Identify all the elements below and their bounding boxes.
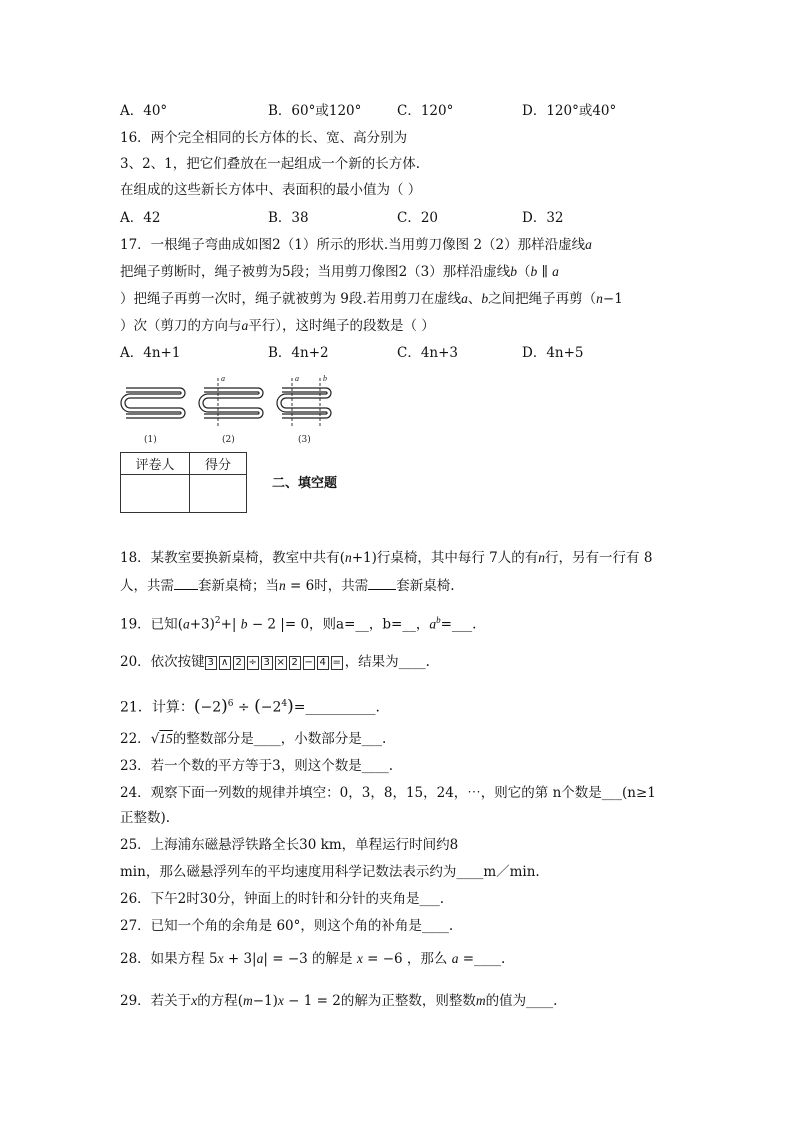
calc-key: 3 <box>205 656 217 670</box>
score-table-cell-grader[interactable] <box>121 475 190 513</box>
q15-option-c: C．120° <box>397 103 454 119</box>
q28-line: 28．如果方程 5x + 3|a| = −3 的解是 x = −6 ，那么 a =____. <box>120 951 506 967</box>
q17-option-a: A．4n+1 <box>120 345 181 361</box>
q16-line2: 3、2、1，把它们叠放在一起组成一个新的长方体. <box>120 156 421 172</box>
q17-line1: 17．一根绳子弯曲成如图2（1）所示的形状.当用剪刀像图 2（2）那样沿虚线a <box>120 237 592 253</box>
q17-option-d: D．4n+5 <box>522 345 584 361</box>
q17-option-c: C．4n+3 <box>397 345 459 361</box>
score-table-header-grader: 评卷人 <box>121 453 190 475</box>
q18-line1: 18．某教室要换新桌椅，教室中共有(n+1)行桌椅，其中每行 7人的有n行，另有一行有 8 <box>120 550 653 566</box>
score-table <box>120 452 247 513</box>
q29-line: 29．若关于x的方程(m−1)x − 1 = 2的解为正整数，则整数m的值为____. <box>120 993 558 1009</box>
q16-line1: 16．两个完全相同的长方体的长、宽、高分别为 <box>120 130 408 146</box>
q26-line: 26．下午2时30分，钟面上的时针和分针的夹角是___. <box>120 891 444 907</box>
calc-key: ∧ <box>219 656 231 670</box>
q24-line1: 24．观察下面一列数的规律并填空：0，3，8，15，24，⋯，则它的第 n个数是___(n≥1 <box>120 785 656 801</box>
section-title-fill-in: 二、填空题 <box>272 476 338 491</box>
score-table-header-score: 得分 <box>190 453 247 475</box>
calc-key: ÷ <box>248 656 257 668</box>
q20-line: 20．依次按键 3 ∧ 2 ÷ 3 × 2 − 4 = ，结果为____. <box>120 654 430 670</box>
q16-option-d: D．32 <box>522 210 564 226</box>
rope-shape-1 <box>121 388 185 418</box>
q18-line2: 人，共需 套新桌椅；当n = 6时，共需 套新桌椅. <box>120 578 455 594</box>
q23-line: 23．若一个数的平方等于3，则这个数是____. <box>120 758 394 774</box>
fig2-label-a: a <box>221 374 225 383</box>
score-table-cell-score[interactable] <box>190 475 247 513</box>
rope-shape-3 <box>277 378 331 428</box>
calc-key: 2 <box>233 656 245 670</box>
q16-option-a: A．42 <box>120 210 161 226</box>
calc-key: 4 <box>317 656 329 670</box>
q21-line: 21．计算：$(-2)^6$ ÷ $(-2^4)=\_\_\_\_\_\_\_\_\_\_$. <box>120 696 380 717</box>
q17-line2: 把绳子剪断时，绳子被剪为5段；当用剪刀像图2（3）那样沿虚线b（b ∥ a <box>120 264 559 280</box>
q17-option-b: B．4n+2 <box>268 345 329 361</box>
q16-line3: 在组成的这些新长方体中、表面积的最小值为（ ） <box>120 182 422 198</box>
q19-line: 19．已知$(a+3)^2+|$ b − 2 |= 0，则a=__，b=__，$a^b=\_\_\_$. <box>120 615 477 633</box>
q17-line4: ）次（剪刀的方向与a平行），这时绳子的段数是（ ） <box>120 318 435 334</box>
q25-line2: min，那么磁悬浮列车的平均速度用科学记数法表示约为____m／min. <box>120 864 540 880</box>
q15-option-b: B．60°或120° <box>268 103 362 119</box>
calc-key: − <box>304 656 313 668</box>
q27-line: 27．已知一个角的余角是 60°，则这个角的补角是____. <box>120 918 454 934</box>
q17-line3: ）把绳子再剪一次时，绳子就被剪为 9段.若用剪刀在虚线a、b之间把绳子再剪（n−1 <box>120 291 623 307</box>
calc-key: × <box>276 656 285 668</box>
fig3-label-b: b <box>323 374 327 383</box>
fig-caption-1: (1) <box>144 435 157 445</box>
q16-option-b: B．38 <box>268 210 309 226</box>
calc-key: 2 <box>289 656 301 670</box>
calc-key: 3 <box>261 656 273 670</box>
q15-option-d: D．120°或40° <box>522 103 617 119</box>
rope-figure <box>118 372 358 446</box>
q22-line: 22．√15的整数部分是____，小数部分是___. <box>120 731 387 747</box>
rope-shape-2 <box>199 378 263 428</box>
calc-key: = <box>332 656 341 668</box>
fig3-label-a: a <box>295 374 299 383</box>
q15-option-a: A．40° <box>120 103 168 119</box>
fig-caption-2: (2) <box>222 435 235 445</box>
q25-line1: 25．上海浦东磁悬浮铁路全长30 km，单程运行时间约8 <box>120 837 459 853</box>
q16-option-c: C．20 <box>397 210 439 226</box>
q24-line2: 正整数). <box>120 810 171 826</box>
fig-caption-3: (3) <box>298 435 311 445</box>
